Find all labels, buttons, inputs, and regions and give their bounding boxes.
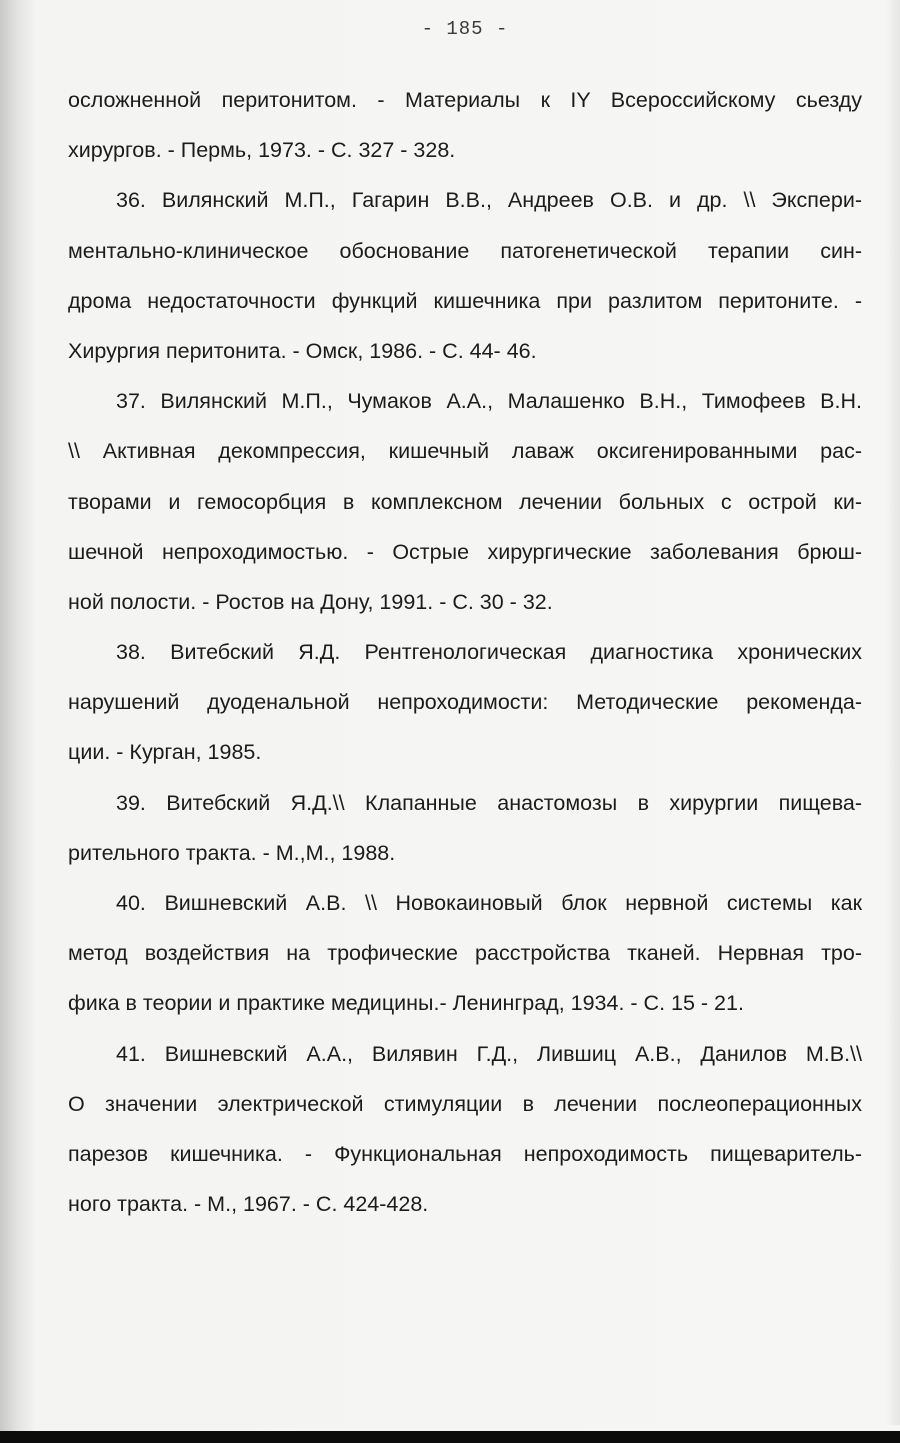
text-line: ментально-клиническое обоснование патогенетической терапии син- — [68, 238, 862, 263]
text-line: творами и гемосорбция в комплексном лечении больных с острой ки- — [68, 489, 862, 514]
text-line: 36. Вилянский М.П., Гагарин В.В., Андреев О.В. и др. \\ Экспери- — [116, 188, 862, 213]
text-line: осложненной перитонитом. - Материалы к IY Всероссийскому сьезду — [68, 88, 862, 112]
text-line: 39. Витебский Я.Д.\\ Клапанные анастомозы в хирургии пищева- — [116, 790, 862, 815]
text-line: нарушений дуоденальной непроходимости: Методические рекоменда- — [68, 690, 862, 715]
text-line: рительного тракта. - М.,М., 1988. — [68, 840, 396, 865]
page-number: - 185 - — [421, 18, 509, 40]
text-line: 38. Витебский Я.Д. Рентгенологическая диагностика хронических — [116, 640, 862, 665]
page-right-edge — [886, 0, 900, 1425]
scan-bottom-border — [0, 1431, 900, 1443]
text-line: дрома недостаточности функций кишечника при разлитом перитоните. - — [68, 288, 862, 313]
text-line: 40. Вишневский А.В. \\ Новокаиновый блок нервной системы как — [116, 891, 862, 915]
text-line: парезов кишечника. - Функциональная непроходимость пищеваритель- — [68, 1141, 862, 1166]
text-line: 41. Вишневский А.А., Вилявин Г.Д., Лившиц А.В., Данилов М.В.\\ — [116, 1041, 862, 1066]
text-line: ного тракта. - М., 1967. - С. 424-428. — [68, 1192, 429, 1217]
text-line: ной полости. - Ростов на Дону, 1991. - С. 30 - 32. — [68, 589, 553, 614]
text-line: шечной непроходимостью. - Острые хирургические заболевания брюш- — [68, 539, 862, 564]
bibliography-text — [68, 75, 862, 1229]
text-line: \\ Активная декомпрессия, кишечный лаваж оксигенированными рас- — [68, 439, 862, 464]
text-line: фика в теории и практике медицины.- Ленинград, 1934. - С. 15 - 21. — [68, 991, 744, 1016]
text-line: 37. Вилянский М.П., Чумаков А.А., Малашенко В.Н., Тимофеев В.Н. — [116, 389, 862, 414]
text-line: Хирургия перитонита. - Омск, 1986. - С. 44- 46. — [68, 338, 537, 363]
text-line: ции. - Курган, 1985. — [68, 740, 262, 765]
text-line: хирургов. - Пермь, 1973. - С. 327 - 328. — [68, 138, 456, 163]
text-line: метод воздействия на трофические расстройства тканей. Нервная тро- — [68, 941, 862, 966]
text-line: О значении электрической стимуляции в лечении послеоперационных — [68, 1091, 862, 1116]
